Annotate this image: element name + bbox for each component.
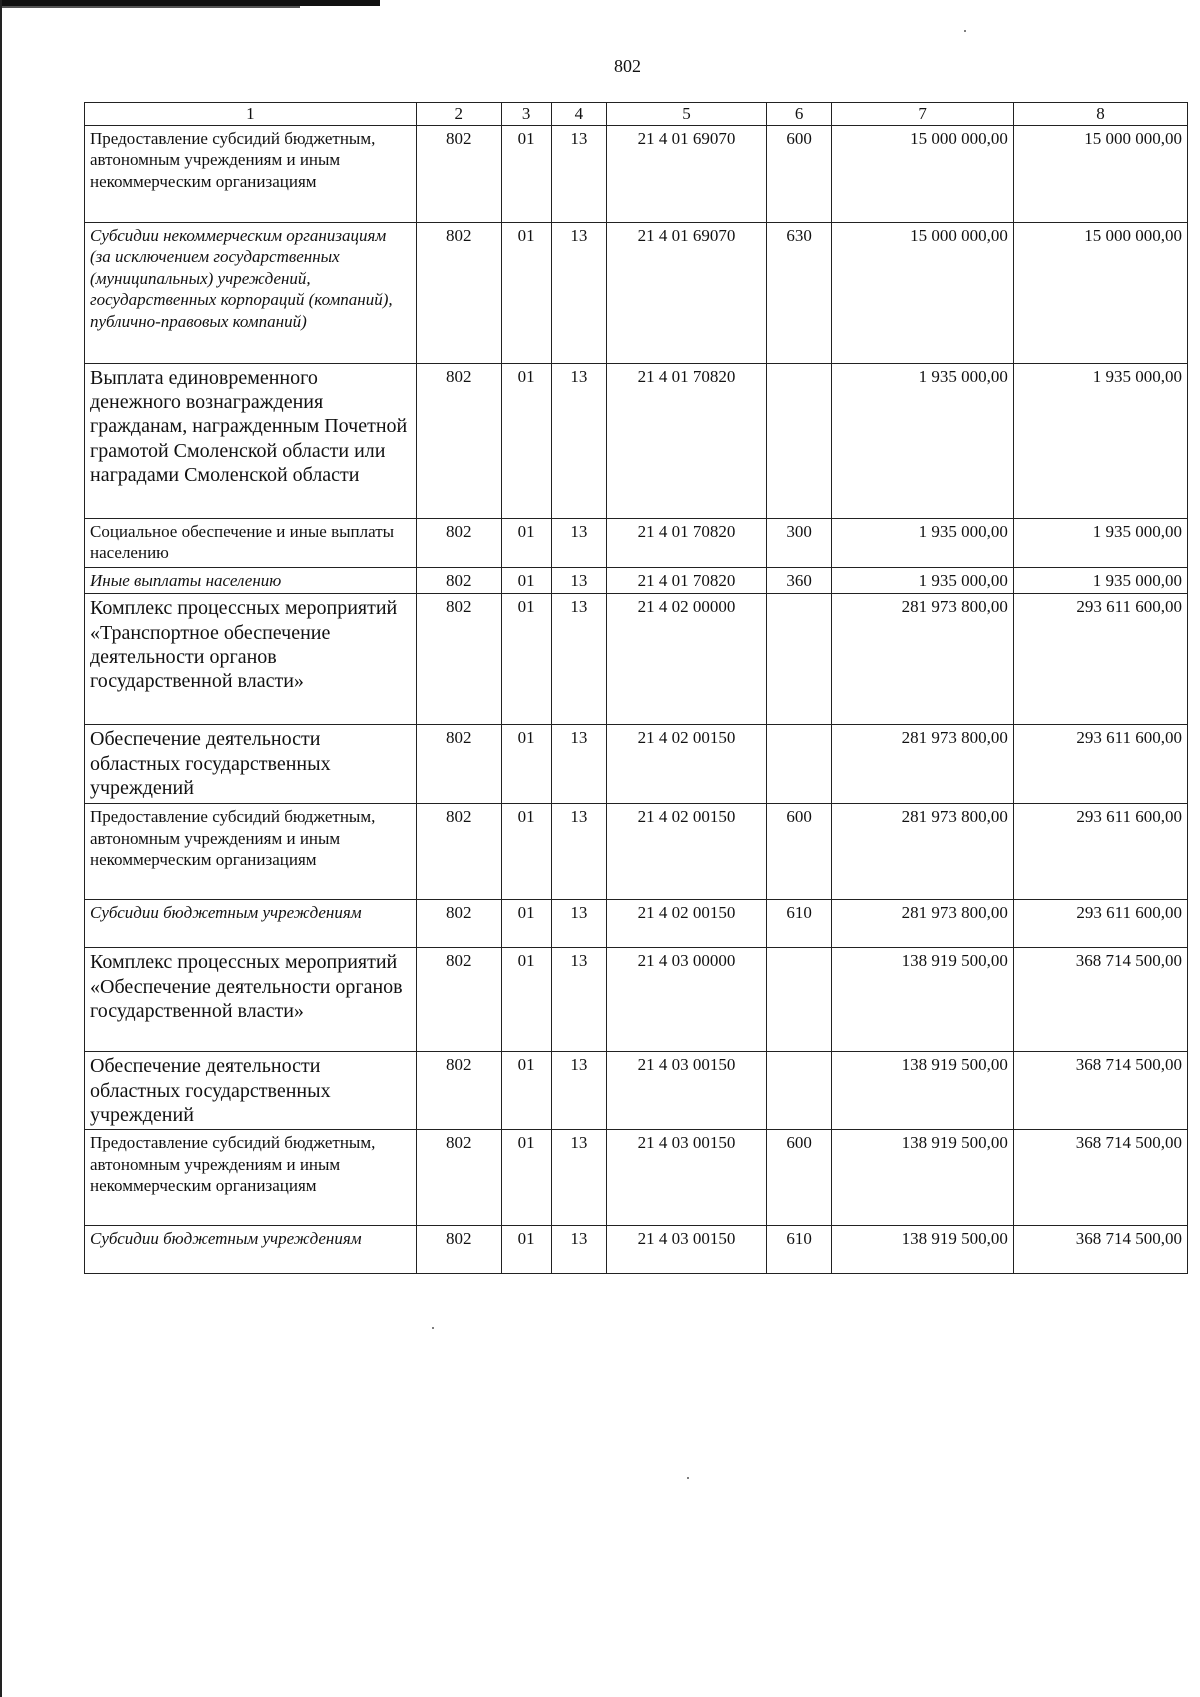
row-name: Иные выплаты населению — [85, 567, 417, 594]
cell-target-article: 21 4 01 70820 — [607, 567, 767, 594]
cell-section: 01 — [501, 900, 551, 948]
cell-target-article: 21 4 02 00150 — [607, 725, 767, 804]
header-row — [85, 103, 1188, 126]
cell-section: 01 — [501, 363, 551, 518]
cell-section: 01 — [501, 1130, 551, 1226]
cell-amount-2: 1 935 000,00 — [1013, 567, 1187, 594]
cell-subsection: 13 — [551, 1226, 606, 1274]
page-number: 802 — [614, 56, 641, 76]
cell-ministry: 802 — [416, 222, 501, 363]
cell-amount-2: 15 000 000,00 — [1013, 222, 1187, 363]
cell-section: 01 — [501, 1226, 551, 1274]
column-header: 4 — [551, 103, 606, 126]
cell-expense-type — [767, 363, 832, 518]
scan-left-edge — [0, 0, 2, 1697]
cell-target-article: 21 4 01 70820 — [607, 518, 767, 567]
cell-expense-type — [767, 1052, 832, 1130]
cell-subsection: 13 — [551, 363, 606, 518]
cell-target-article: 21 4 01 69070 — [607, 222, 767, 363]
table-row — [85, 1052, 1188, 1130]
cell-target-article: 21 4 03 00150 — [607, 1130, 767, 1226]
cell-amount-2: 1 935 000,00 — [1013, 363, 1187, 518]
cell-amount-1: 281 973 800,00 — [832, 900, 1014, 948]
column-header: 1 — [85, 103, 417, 126]
cell-amount-2: 368 714 500,00 — [1013, 948, 1187, 1052]
table-row — [85, 804, 1188, 900]
cell-amount-1: 281 973 800,00 — [832, 594, 1014, 725]
cell-expense-type: 600 — [767, 125, 832, 222]
cell-subsection: 13 — [551, 222, 606, 363]
cell-ministry: 802 — [416, 1052, 501, 1130]
cell-expense-type — [767, 725, 832, 804]
cell-amount-1: 15 000 000,00 — [832, 125, 1014, 222]
scan-edge-mark-thin — [0, 6, 300, 8]
cell-amount-2: 293 611 600,00 — [1013, 804, 1187, 900]
cell-ministry: 802 — [416, 1130, 501, 1226]
cell-target-article: 21 4 02 00150 — [607, 900, 767, 948]
cell-section: 01 — [501, 725, 551, 804]
cell-amount-1: 1 935 000,00 — [832, 567, 1014, 594]
cell-target-article: 21 4 02 00000 — [607, 594, 767, 725]
cell-expense-type: 630 — [767, 222, 832, 363]
cell-expense-type — [767, 594, 832, 725]
scan-speck — [964, 30, 966, 32]
cell-amount-1: 138 919 500,00 — [832, 1130, 1014, 1226]
cell-amount-1: 1 935 000,00 — [832, 518, 1014, 567]
cell-expense-type: 610 — [767, 1226, 832, 1274]
table-row — [85, 567, 1188, 594]
table-row — [85, 125, 1188, 222]
cell-subsection: 13 — [551, 948, 606, 1052]
cell-ministry: 802 — [416, 125, 501, 222]
cell-amount-2: 368 714 500,00 — [1013, 1130, 1187, 1226]
cell-amount-1: 138 919 500,00 — [832, 948, 1014, 1052]
table-row — [85, 725, 1188, 804]
table-row — [85, 900, 1188, 948]
row-name: Предоставление субсидий бюджетным, автономным учреждениям и иным некоммерческим организациям — [85, 1130, 417, 1226]
cell-subsection: 13 — [551, 594, 606, 725]
cell-section: 01 — [501, 125, 551, 222]
row-name: Комплекс процессных мероприятий «Транспортное обеспечение деятельности органов государственной власти» — [85, 594, 417, 725]
cell-amount-1: 281 973 800,00 — [832, 725, 1014, 804]
cell-amount-2: 293 611 600,00 — [1013, 594, 1187, 725]
cell-amount-2: 368 714 500,00 — [1013, 1226, 1187, 1274]
cell-amount-2: 1 935 000,00 — [1013, 518, 1187, 567]
row-name: Субсидии бюджетным учреждениям — [85, 900, 417, 948]
column-header: 3 — [501, 103, 551, 126]
cell-section: 01 — [501, 948, 551, 1052]
cell-amount-1: 138 919 500,00 — [832, 1226, 1014, 1274]
row-name: Обеспечение деятельности областных государственных учреждений — [85, 1052, 417, 1130]
cell-amount-1: 281 973 800,00 — [832, 804, 1014, 900]
cell-section: 01 — [501, 518, 551, 567]
row-name: Комплекс процессных мероприятий «Обеспечение деятельности органов государственной власти» — [85, 948, 417, 1052]
cell-expense-type: 600 — [767, 804, 832, 900]
cell-ministry: 802 — [416, 594, 501, 725]
cell-expense-type: 610 — [767, 900, 832, 948]
cell-target-article: 21 4 01 70820 — [607, 363, 767, 518]
cell-amount-2: 368 714 500,00 — [1013, 1052, 1187, 1130]
table-row — [85, 1130, 1188, 1226]
cell-amount-1: 1 935 000,00 — [832, 363, 1014, 518]
cell-section: 01 — [501, 567, 551, 594]
table-row — [85, 1226, 1188, 1274]
row-name: Предоставление субсидий бюджетным, автономным учреждениям и иным некоммерческим организациям — [85, 804, 417, 900]
cell-subsection: 13 — [551, 567, 606, 594]
cell-amount-2: 15 000 000,00 — [1013, 125, 1187, 222]
cell-expense-type: 360 — [767, 567, 832, 594]
table-row — [85, 222, 1188, 363]
cell-section: 01 — [501, 222, 551, 363]
row-name: Предоставление субсидий бюджетным, автономным учреждениям и иным некоммерческим организациям — [85, 125, 417, 222]
cell-ministry: 802 — [416, 518, 501, 567]
row-name: Выплата единовременного денежного вознаграждения гражданам, награжденным Почетной грамотой Смоленской области или наградами Смоленской области — [85, 363, 417, 518]
column-header: 8 — [1013, 103, 1187, 126]
cell-target-article: 21 4 01 69070 — [607, 125, 767, 222]
cell-amount-1: 138 919 500,00 — [832, 1052, 1014, 1130]
row-name: Субсидии бюджетным учреждениям — [85, 1226, 417, 1274]
cell-subsection: 13 — [551, 725, 606, 804]
cell-ministry: 802 — [416, 567, 501, 594]
cell-subsection: 13 — [551, 1052, 606, 1130]
cell-subsection: 13 — [551, 125, 606, 222]
cell-target-article: 21 4 03 00150 — [607, 1052, 767, 1130]
cell-amount-2: 293 611 600,00 — [1013, 725, 1187, 804]
cell-ministry: 802 — [416, 900, 501, 948]
cell-target-article: 21 4 03 00000 — [607, 948, 767, 1052]
cell-amount-2: 293 611 600,00 — [1013, 900, 1187, 948]
table-row — [85, 594, 1188, 725]
row-name: Социальное обеспечение и иные выплаты населению — [85, 518, 417, 567]
cell-amount-1: 15 000 000,00 — [832, 222, 1014, 363]
cell-target-article: 21 4 02 00150 — [607, 804, 767, 900]
budget-table — [84, 102, 1188, 1274]
cell-expense-type: 300 — [767, 518, 832, 567]
column-header: 2 — [416, 103, 501, 126]
cell-expense-type: 600 — [767, 1130, 832, 1226]
row-name: Субсидии некоммерческим организациям (за исключением государственных (муниципальных) учреждений, государственных корпораций (компаний), публично-правовых компаний) — [85, 222, 417, 363]
cell-subsection: 13 — [551, 1130, 606, 1226]
cell-ministry: 802 — [416, 1226, 501, 1274]
cell-section: 01 — [501, 804, 551, 900]
cell-subsection: 13 — [551, 900, 606, 948]
scan-speck — [432, 1327, 434, 1329]
row-name: Обеспечение деятельности областных государственных учреждений — [85, 725, 417, 804]
table-row — [85, 948, 1188, 1052]
column-header: 6 — [767, 103, 832, 126]
cell-ministry: 802 — [416, 804, 501, 900]
cell-ministry: 802 — [416, 725, 501, 804]
cell-target-article: 21 4 03 00150 — [607, 1226, 767, 1274]
column-header: 7 — [832, 103, 1014, 126]
table-row — [85, 363, 1188, 518]
table-row — [85, 518, 1188, 567]
cell-section: 01 — [501, 1052, 551, 1130]
column-header: 5 — [607, 103, 767, 126]
cell-ministry: 802 — [416, 363, 501, 518]
cell-subsection: 13 — [551, 518, 606, 567]
cell-section: 01 — [501, 594, 551, 725]
cell-expense-type — [767, 948, 832, 1052]
cell-ministry: 802 — [416, 948, 501, 1052]
scan-speck — [687, 1477, 689, 1479]
cell-subsection: 13 — [551, 804, 606, 900]
